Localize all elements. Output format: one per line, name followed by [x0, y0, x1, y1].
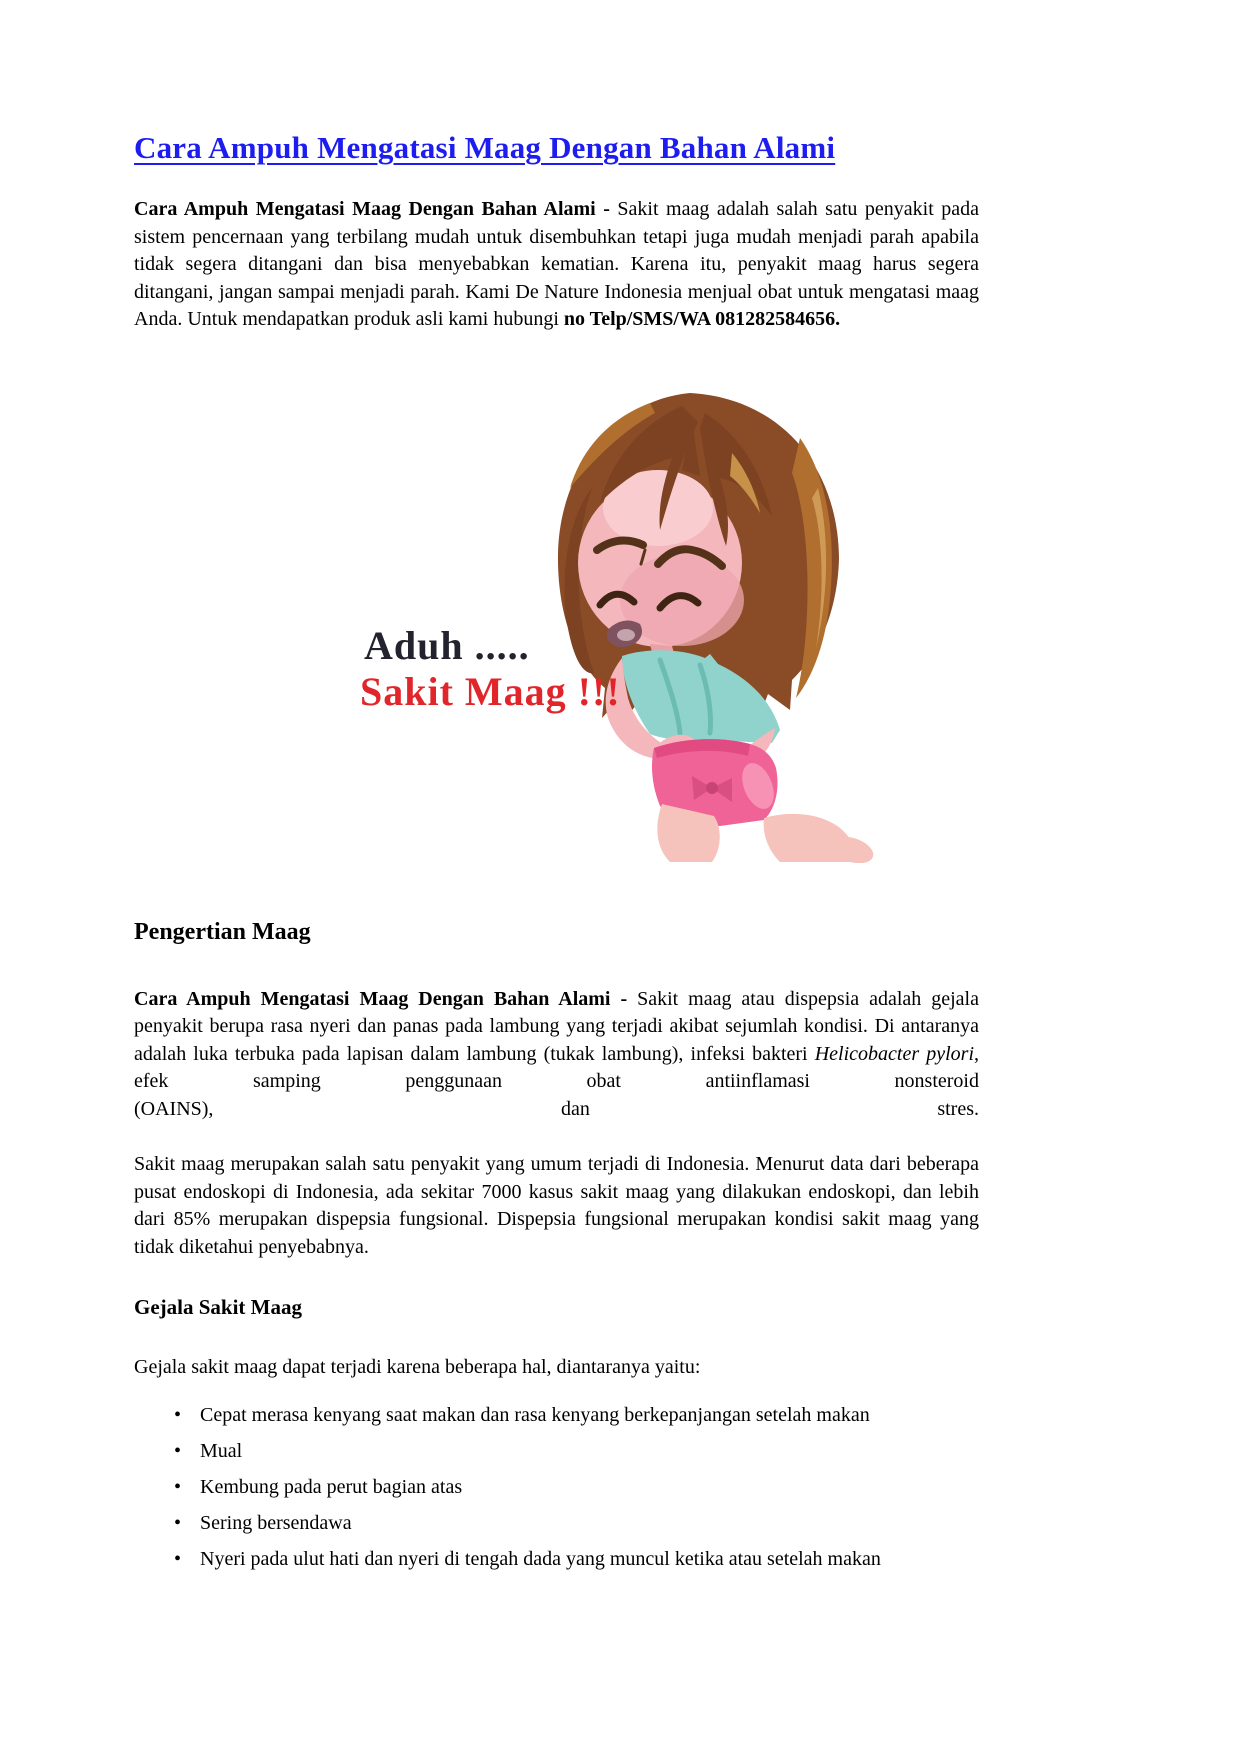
- gejala-list: [134, 1402, 979, 1574]
- intro-paragraph: [134, 196, 979, 334]
- pengertian-body-text-1: Sakit maag atau dispepsia adalah gejala penyakit berupa rasa nyeri dan panas pada lambung yang terjadi akibat sejumlah kondisi. Di antaranya adalah luka terbuka pada lapisan dalam lambung (tukak lambung), infeksi bakteri: [134, 987, 979, 1065]
- lastline-oains: (OAINS),: [134, 1097, 214, 1120]
- pengertian-last-line: [134, 1096, 979, 1124]
- figure-caption-sakit-maag: Sakit Maag !!!: [360, 668, 621, 714]
- pengertian-paragraph-2: Sakit maag merupakan salah satu penyakit yang umum terjadi di Indonesia. Menurut data dari beberapa pusat endoskopi di Indonesia, ada sekitar 7000 kasus sakit maag yang dilakukan endoskopi, dan lebih dari 85% merupakan dispepsia fungsional. Dispepsia fungsional merupakan kondisi sakit maag yang tidak diketahui penyebabnya.: [134, 1153, 979, 1258]
- gejala-list-item: • Mual: [200, 1438, 979, 1466]
- gejala-list-item: • Kembung pada perut bagian atas: [200, 1474, 979, 1502]
- gejala-list-item: • Sering bersendawa: [200, 1510, 979, 1538]
- document-title-link[interactable]: Cara Ampuh Mengatasi Maag Dengan Bahan Alami: [134, 130, 836, 165]
- gejala-heading: Gejala Sakit Maag: [134, 1295, 302, 1319]
- pengertian-paragraph-1: [134, 986, 979, 1096]
- tongue: [617, 629, 635, 641]
- sick-girl-illustration: [360, 358, 900, 863]
- contact-number-text: no Telp/SMS/WA 081282584656.: [563, 308, 841, 330]
- pengertian-heading: Pengertian Maag: [134, 918, 311, 945]
- gejala-list-item: • Cepat merasa kenyang saat makan dan rasa kenyang berkepanjangan setelah makan: [200, 1402, 979, 1430]
- gejala-intro-paragraph: Gejala sakit maag dapat terjadi karena beberapa hal, diantaranya yaitu:: [134, 1356, 701, 1378]
- gejala-list-item: • Nyeri pada ulut hati dan nyeri di tengah dada yang muncul ketika atau setelah makan: [200, 1546, 979, 1574]
- pengertian-body-text-2: , efek samping penggunaan obat antiinflamasi nonsteroid: [134, 1042, 980, 1092]
- lastline-stres: stres.: [937, 1097, 979, 1120]
- lastline-dan: dan: [560, 1097, 590, 1120]
- sick-girl-figure: [360, 358, 900, 863]
- figure-caption-aduh: Aduh .....: [364, 622, 530, 668]
- intro-body-text: Sakit maag adalah salah satu penyakit pada sistem pencernaan yang terbilang mudah untuk disembuhkan tetapi juga mudah menjadi parah apabila tidak segera ditangani dan bisa menyebabkan kematian. Karena itu, penyakit maag harus segera ditangani, jangan sampai menjadi parah. Kami De Nature Indonesia menjual obat untuk mengatasi maag Anda. Untuk mendapatkan produk asli kami hubungi: [134, 198, 980, 330]
- intro-lead-text: Cara Ampuh Mengatasi Maag Dengan Bahan Alami -: [134, 198, 610, 220]
- bacteria-name-text: Helicobacter pylori: [814, 1042, 975, 1065]
- pengertian-lead-text: Cara Ampuh Mengatasi Maag Dengan Bahan Alami -: [134, 987, 638, 1010]
- bow-knot: [706, 782, 718, 794]
